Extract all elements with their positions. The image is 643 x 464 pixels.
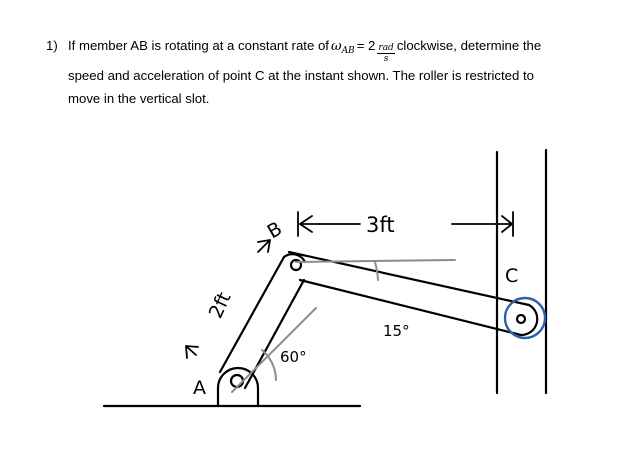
- angle-label-b: 15°: [383, 322, 410, 340]
- dimension-arrow-a: [186, 346, 198, 358]
- omega-value: = 2: [356, 38, 376, 53]
- label-c: C: [505, 265, 519, 287]
- dimension-label-ab: 2ft: [204, 288, 236, 322]
- problem-text-start: If member AB is rotating at a constant rate of: [68, 38, 329, 53]
- pin-c: [517, 315, 525, 323]
- omega-subscript: AB: [341, 46, 355, 56]
- problem-text-end: clockwise, determine the: [396, 38, 542, 53]
- member-bc-end-c: [521, 305, 537, 335]
- omega-symbol: $\omega_{AB}$: [330, 39, 355, 56]
- problem-line-2: speed and acceleration of point C at the instant shown. The roller is restricted to: [68, 68, 534, 83]
- member-ab-edge-1: [220, 257, 284, 372]
- angle-label-a: 60°: [280, 348, 307, 366]
- dimension-label-horizontal: 3ft: [366, 213, 395, 237]
- problem-line-3: move in the vertical slot.: [68, 91, 210, 106]
- dimension-arrow-b: [258, 240, 270, 252]
- label-a: A: [193, 377, 206, 399]
- label-b: B: [263, 217, 286, 244]
- member-bc-edge-2: [300, 280, 521, 335]
- pin-a: [231, 375, 243, 387]
- unit-numerator: rad: [378, 43, 394, 53]
- problem-number: 1): [46, 38, 58, 53]
- unit-denominator: s: [383, 54, 389, 64]
